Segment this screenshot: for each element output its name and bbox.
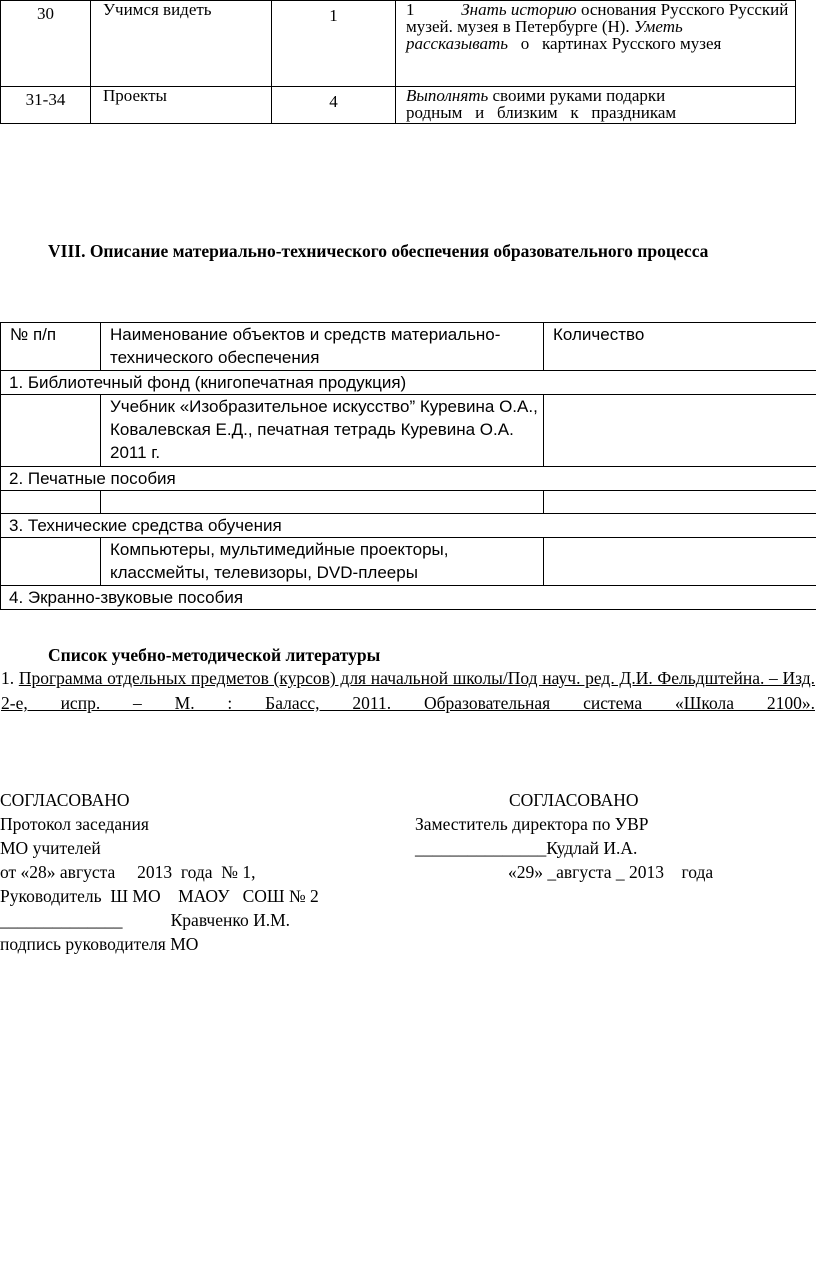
section-heading: 4. Экранно-звуковые пособия (1, 586, 816, 610)
plan-table (0, 0, 796, 124)
column-header: № п/п (1, 323, 101, 371)
item-quantity (544, 538, 816, 586)
approval-right-position: Заместитель директора по УВР (415, 814, 649, 834)
section-title: VIII. Описание материально-технического обеспечения образовательного процесса (48, 241, 709, 261)
lesson-hours: 1 (272, 1, 396, 87)
literature-title: Список учебно-методической литературы (48, 645, 381, 665)
section-row (1, 467, 816, 491)
lesson-topic: Учимся видеть (91, 1, 272, 87)
approval-left-protocol: Протокол заседания (0, 814, 149, 834)
materials-table (0, 322, 816, 610)
table-row (1, 491, 816, 514)
description-fragment: своими руками подарки родным и близким к праздникам (406, 86, 677, 122)
lesson-topic: Проекты (91, 87, 272, 124)
description-fragment: о картинах Русского музея (508, 34, 722, 53)
approval-right-signature: _______________Кудлай И.А. (415, 838, 638, 858)
approval-right-heading: СОГЛАСОВАНО (509, 790, 639, 810)
table-row (1, 395, 816, 467)
approval-left-head: Руководитель Ш МО МАОУ СОШ № 2 (0, 886, 319, 906)
item-quantity (544, 491, 816, 514)
description-fragment: Уметь рассказывать (406, 17, 683, 53)
section-heading: 2. Печатные пособия (1, 467, 816, 491)
description-fragment: основания Русского Русский музей. музея в Петербурге (Н). (406, 0, 789, 36)
lesson-description (396, 87, 796, 124)
table-cell (1, 395, 101, 467)
approval-left-caption: подпись руководителя МО (0, 934, 199, 954)
column-header: Количество (544, 323, 816, 371)
section-row (1, 514, 816, 538)
description-fragment: Выполнять (406, 86, 489, 105)
approval-left-date: от «28» августа 2013 года № 1, (0, 862, 256, 882)
section-heading: 3. Технические средства обучения (1, 514, 816, 538)
section-heading: 1. Библиотечный фонд (книгопечатная продукция) (1, 371, 816, 395)
lesson-number: 31-34 (1, 87, 91, 124)
table-row (1, 1, 796, 87)
description-fragment: Знать историю (461, 0, 577, 19)
table-row (1, 87, 796, 124)
item-name: Компьютеры, мультимедийные проекторы, классмейты, телевизоры, DVD-плееры (101, 538, 544, 586)
approval-left-heading: СОГЛАСОВАНО (0, 790, 130, 810)
lesson-description (396, 1, 796, 87)
table-row (1, 538, 816, 586)
literature-item (1, 666, 815, 716)
literature-text: Программа отдельных предметов (курсов) для начальной школы/Под науч. ред. Д.И. Фельдштейна. – Изд. 2-е, испр. – М. : Баласс, 2011. Образовательная система «Школа 2100». (1, 668, 816, 713)
item-name: Учебник «Изобразительное искусство” Куревина О.А., Ковалевская Е.Д., печатная тетрадь Куревина О.А. 2011 г. (101, 395, 544, 467)
section-row (1, 371, 816, 395)
section-row (1, 586, 816, 610)
table-cell (1, 538, 101, 586)
approval-right-date: «29» _августа _ 2013 года (508, 862, 714, 882)
lesson-number: 30 (1, 1, 91, 87)
literature-number: 1. (1, 668, 19, 688)
item-name (101, 491, 544, 514)
approval-left-signature: ______________ Кравченко И.М. (0, 910, 291, 930)
approval-left-mo: МО учителей (0, 838, 101, 858)
description-fragment: 1 (406, 0, 462, 19)
table-header-row (1, 323, 816, 371)
lesson-hours: 4 (272, 87, 396, 124)
item-quantity (544, 395, 816, 467)
column-header: Наименование объектов и средств материально-технического обеспечения (101, 323, 544, 371)
table-cell (1, 491, 101, 514)
